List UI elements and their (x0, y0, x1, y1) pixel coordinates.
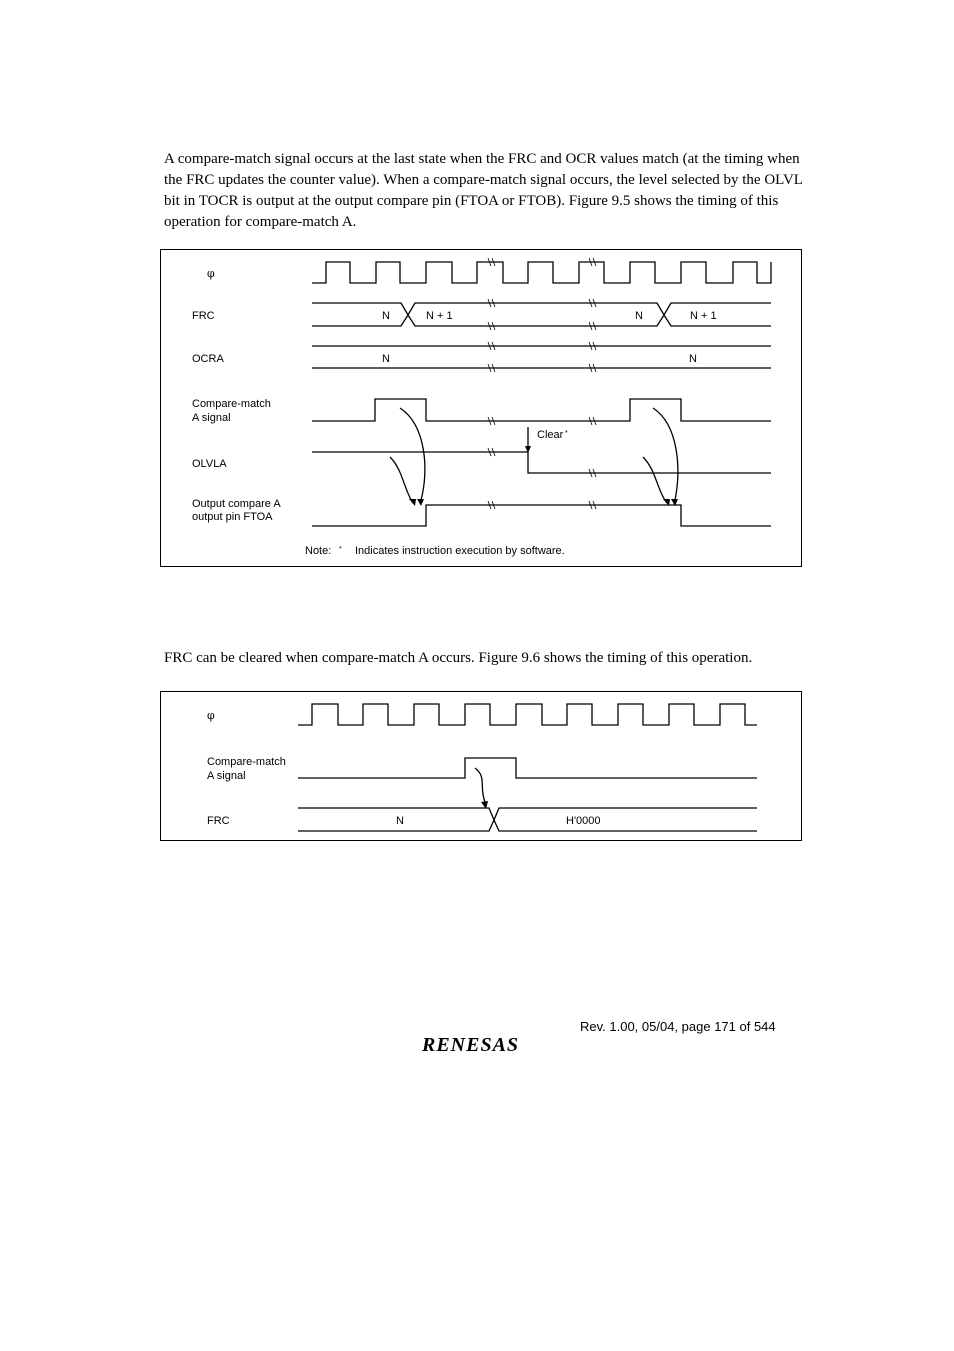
cause-arrow-2 (390, 457, 413, 503)
fig1-olvla-label: OLVLA (192, 458, 227, 470)
clear-label: Clear (537, 429, 564, 441)
frc-value-1: N (382, 310, 390, 322)
frc-value-3: N (635, 310, 643, 322)
fig2-cause-arrow (475, 768, 485, 802)
fig1-cm-label-line2: A signal (192, 412, 231, 424)
fig2-frc-label: FRC (207, 815, 230, 827)
fig2-phi-label: φ (207, 709, 215, 722)
ftoa-waveform (312, 505, 771, 526)
frc-value-4: N + 1 (690, 310, 717, 322)
figure-9-5-svg (161, 250, 803, 568)
fig2-cm-label-line1: Compare-match (207, 756, 286, 768)
cause-arrow-1 (400, 408, 425, 500)
page-footer: Rev. 1.00, 05/04, page 171 of 544 (580, 1019, 776, 1034)
fig2-phi-clock-waveform (298, 704, 757, 725)
fig1-cm-label-line1: Compare-match (192, 398, 271, 410)
intro-paragraph: A compare-match signal occurs at the last state when the FRC and OCR values match (at the timing when the FRC updates the counter value). When a compare-match signal occurs, the level selected by the OLVL bit in TOCR is output at the output compare pin (FTOA or FTOB). Figure 9.5 shows the timing of this operation for compare-match A. (164, 151, 803, 230)
frc-clear-paragraph: FRC can be cleared when compare-match A occurs. Figure 9.6 shows the timing of this operation. (164, 650, 753, 666)
ocra-value-2: N (689, 353, 697, 365)
ocra-bus-waveform (312, 346, 771, 368)
figure-9-5-timing-diagram (160, 249, 802, 567)
fig2-compare-match-waveform (298, 758, 757, 778)
figure-9-6-timing-diagram (160, 691, 802, 841)
clear-asterisk: * (565, 430, 568, 437)
cause-arrow-3 (653, 408, 678, 500)
olvla-waveform (312, 452, 771, 473)
fig1-ocra-label: OCRA (192, 353, 224, 365)
fig1-out-label-line1: Output compare A (192, 498, 281, 510)
cause-arrow-4 (643, 457, 667, 503)
phi-clock-waveform (312, 262, 771, 283)
note-asterisk: * (339, 546, 342, 553)
compare-match-waveform (312, 399, 771, 421)
fig1-out-label-line2: output pin FTOA (192, 511, 273, 523)
frc-value-2: N + 1 (426, 310, 453, 322)
logo-text: RENESAS (422, 1034, 520, 1056)
fig2-frc-value-1: N (396, 815, 404, 827)
figure-9-6-svg (161, 692, 803, 842)
note-label: Note: (305, 545, 332, 557)
fig2-cm-label-line2: A signal (207, 770, 246, 782)
fig2-frc-bus-waveform (298, 808, 757, 831)
note-text: Indicates instruction execution by software. (355, 545, 565, 557)
fig1-phi-label: φ (207, 267, 215, 280)
renesas-logo (422, 1034, 544, 1056)
fig1-frc-label: FRC (192, 310, 215, 322)
ocra-value-1: N (382, 353, 390, 365)
fig2-frc-value-2: H'0000 (566, 815, 601, 827)
